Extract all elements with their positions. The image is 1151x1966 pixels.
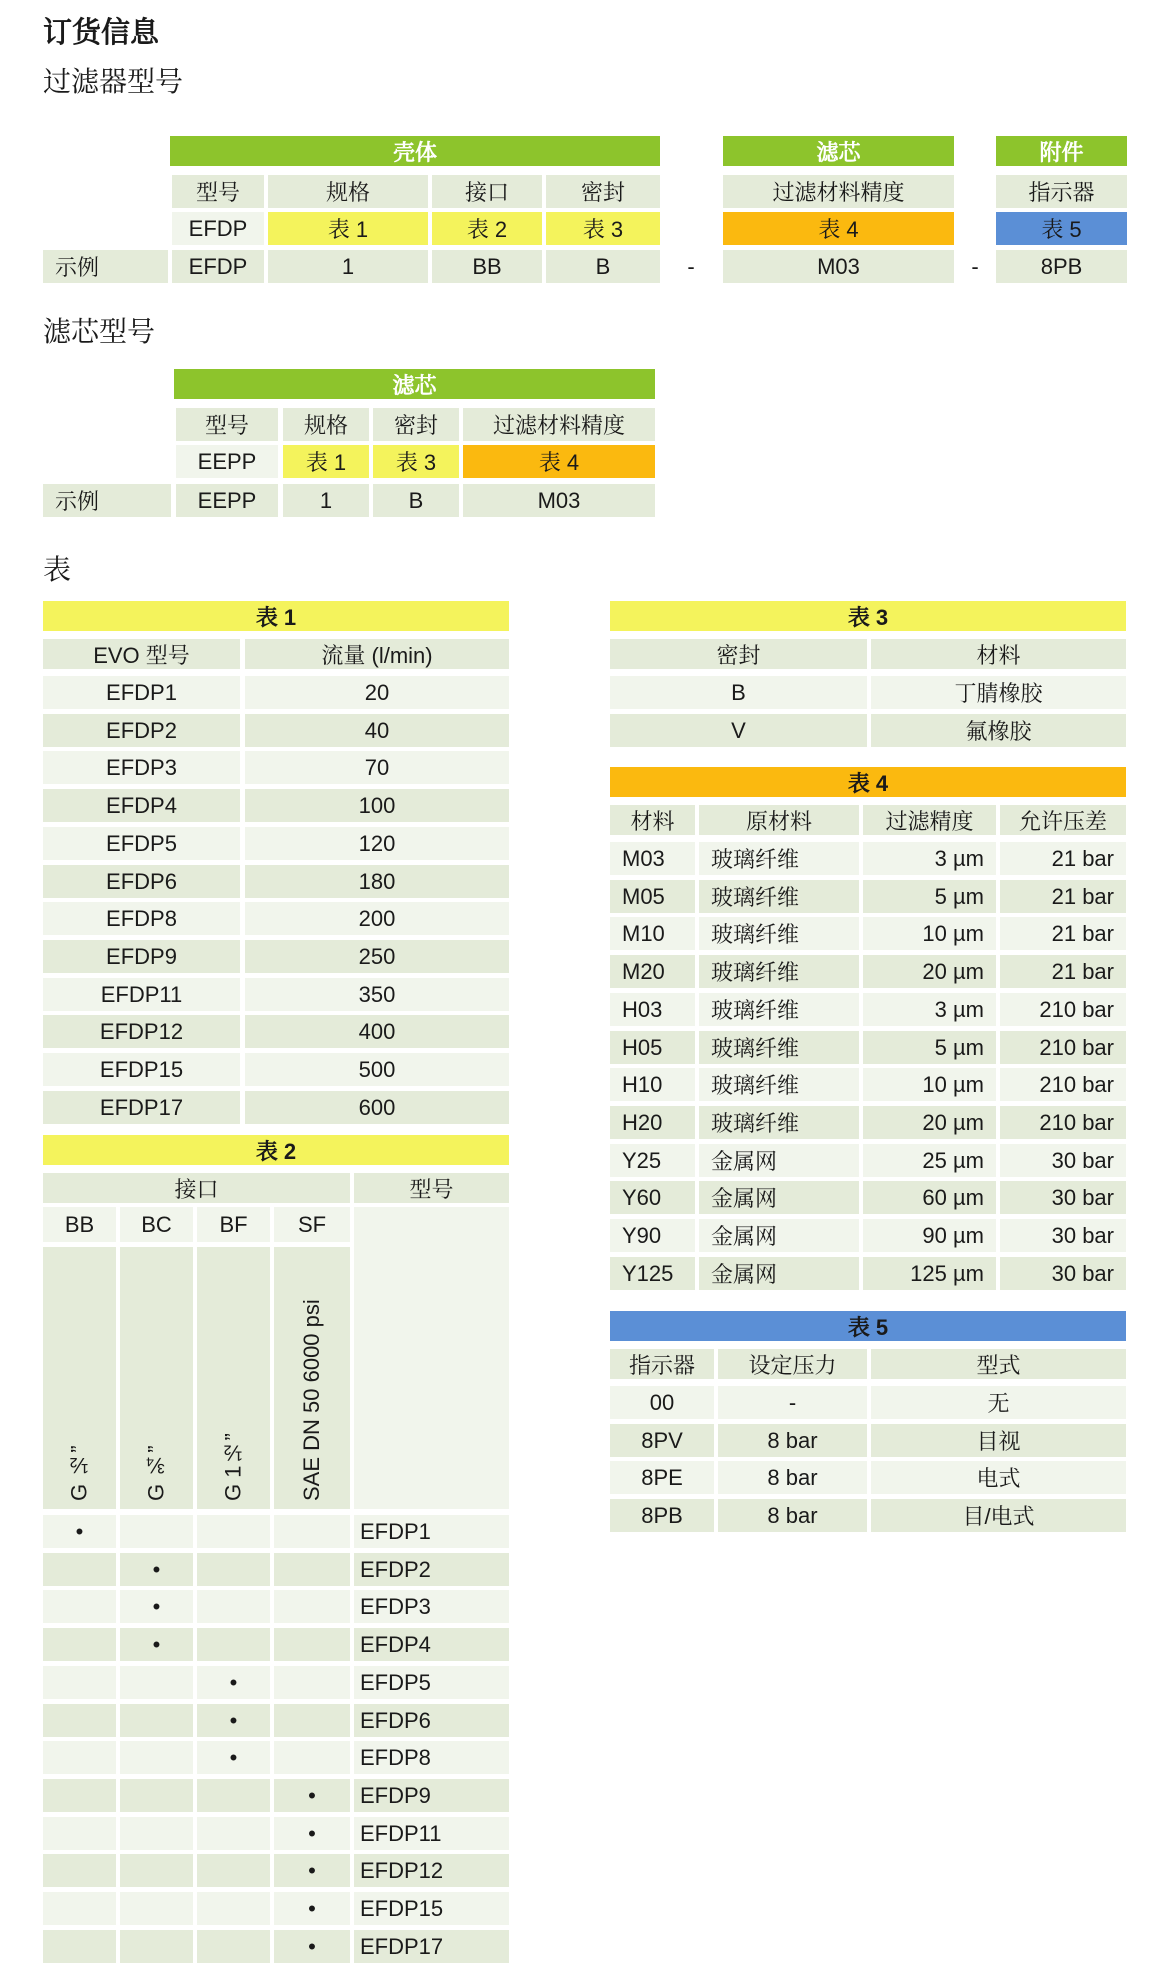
table-2-marker-cell xyxy=(274,1628,350,1661)
table-1-flow-cell: 40 xyxy=(245,714,509,747)
table-2-marker-cell xyxy=(120,1930,193,1963)
header-type: 型号 xyxy=(172,175,264,208)
table-1-header-model: EVO 型号 xyxy=(43,639,240,669)
table-4-pressure-cell: 21 bar xyxy=(1000,842,1126,875)
table-4-pressure-cell: 21 bar xyxy=(1000,917,1126,950)
table-4-material-cell: M10 xyxy=(610,917,695,950)
ref-table-3: 表 3 xyxy=(373,445,459,478)
ref-table-5: 表 5 xyxy=(996,212,1127,245)
table-2-marker-cell xyxy=(43,1930,116,1963)
table-3-header-material: 材料 xyxy=(871,639,1126,669)
ref-table-3: 表 3 xyxy=(546,212,660,245)
table-5-header-type: 型式 xyxy=(871,1349,1126,1379)
example-label: 示例 xyxy=(43,250,168,283)
table-2-marker-cell xyxy=(43,1704,116,1737)
table-5-indicator-cell: 8PV xyxy=(610,1424,714,1457)
table-2-code-header: BF xyxy=(197,1207,270,1242)
table-4-rating-cell: 10 µm xyxy=(863,1068,996,1101)
table-4-rating-cell: 3 µm xyxy=(863,993,996,1026)
table-1-model-cell: EFDP2 xyxy=(43,714,240,747)
table-5-indicator-cell: 00 xyxy=(610,1386,714,1419)
table-2-marker-cell xyxy=(197,1553,270,1586)
page-title: 订货信息 xyxy=(43,17,160,49)
table-2-marker-cell: • xyxy=(274,1892,350,1925)
table-2-marker-cell xyxy=(120,1666,193,1699)
table-1-flow-cell: 200 xyxy=(245,902,509,935)
table-1-model-cell: EFDP15 xyxy=(43,1053,240,1086)
table-1-model-cell: EFDP3 xyxy=(43,751,240,784)
table-2-marker-cell xyxy=(43,1553,116,1586)
table-1-model-cell: EFDP6 xyxy=(43,865,240,898)
table-2-size-header: G ½” xyxy=(43,1247,116,1509)
table-2-marker-cell xyxy=(197,1779,270,1812)
table-4-header-raw: 原材料 xyxy=(699,805,859,835)
table-4-material-cell: M03 xyxy=(610,842,695,875)
example-type: EFDP xyxy=(172,250,264,283)
table-3-material-cell: 氟橡胶 xyxy=(871,714,1126,747)
table-4-pressure-cell: 30 bar xyxy=(1000,1257,1126,1290)
table-4-material-cell: H20 xyxy=(610,1106,695,1139)
table-5-pressure-cell: 8 bar xyxy=(718,1424,867,1457)
table-4-rating-cell: 20 µm xyxy=(863,955,996,988)
table-5-pressure-cell: 8 bar xyxy=(718,1461,867,1494)
table-2-marker-cell: • xyxy=(120,1590,193,1623)
table-2-marker-cell xyxy=(43,1628,116,1661)
table-1-header-flow: 流量 (l/min) xyxy=(245,639,509,669)
table-2-marker-cell xyxy=(43,1741,116,1774)
table-1-flow-cell: 20 xyxy=(245,676,509,709)
table-4-header-material: 材料 xyxy=(610,805,695,835)
table-2-marker-cell: • xyxy=(274,1779,350,1812)
table-4-header-pressure: 允许压差 xyxy=(1000,805,1126,835)
table-3-seal-cell: V xyxy=(610,714,867,747)
table-4-pressure-cell: 30 bar xyxy=(1000,1144,1126,1177)
header-media: 过滤材料精度 xyxy=(463,408,655,441)
table-1-flow-cell: 180 xyxy=(245,865,509,898)
table-4-rating-cell: 10 µm xyxy=(863,917,996,950)
table-4-rating-cell: 125 µm xyxy=(863,1257,996,1290)
header-media: 过滤材料精度 xyxy=(723,175,954,208)
example-seal: B xyxy=(373,484,459,517)
table-4-raw-cell: 金属网 xyxy=(699,1219,859,1252)
table-2-marker-cell xyxy=(120,1817,193,1850)
table-2-marker-cell xyxy=(43,1892,116,1925)
table-2-model-cell: EFDP12 xyxy=(354,1854,509,1887)
table-1-model-cell: EFDP1 xyxy=(43,676,240,709)
table-2-marker-cell: • xyxy=(197,1666,270,1699)
table-1-flow-cell: 400 xyxy=(245,1015,509,1048)
ref-type: EEPP xyxy=(176,445,278,478)
table-3-seal-cell: B xyxy=(610,676,867,709)
table-2-model-cell: EFDP4 xyxy=(354,1628,509,1661)
example-dash: - xyxy=(687,253,695,279)
table-5-pressure-cell: 8 bar xyxy=(718,1499,867,1532)
table-3-header-seal: 密封 xyxy=(610,639,867,669)
tables-heading: 表 xyxy=(43,554,72,585)
table-4-raw-cell: 玻璃纤维 xyxy=(699,917,859,950)
table-4-title: 表 4 xyxy=(610,767,1126,797)
table-4-material-cell: M05 xyxy=(610,880,695,913)
table-4-material-cell: Y125 xyxy=(610,1257,695,1290)
table-4-rating-cell: 20 µm xyxy=(863,1106,996,1139)
table-2-model-header-spacer xyxy=(354,1207,509,1509)
table-2-marker-cell: • xyxy=(120,1553,193,1586)
table-5-type-cell: 无 xyxy=(871,1386,1126,1419)
table-2-marker-cell xyxy=(120,1779,193,1812)
table-4-rating-cell: 25 µm xyxy=(863,1144,996,1177)
ref-table-4: 表 4 xyxy=(723,212,954,245)
table-2-model-cell: EFDP6 xyxy=(354,1704,509,1737)
table-4-material-cell: H10 xyxy=(610,1068,695,1101)
table-4-rating-cell: 90 µm xyxy=(863,1219,996,1252)
table-4-material-cell: Y25 xyxy=(610,1144,695,1177)
table-2-marker-cell xyxy=(120,1854,193,1887)
table-2-marker-cell xyxy=(197,1930,270,1963)
table-4-material-cell: H03 xyxy=(610,993,695,1026)
table-2-model-cell: EFDP15 xyxy=(354,1892,509,1925)
header-port: 接口 xyxy=(432,175,542,208)
table-1-model-cell: EFDP5 xyxy=(43,827,240,860)
table-2-marker-cell xyxy=(197,1892,270,1925)
table-4-pressure-cell: 21 bar xyxy=(1000,880,1126,913)
table-2-code-header: BB xyxy=(43,1207,116,1242)
table-2-marker-cell xyxy=(120,1704,193,1737)
table-2-size-header: G 1½” xyxy=(197,1247,270,1509)
table-1-title: 表 1 xyxy=(43,601,509,631)
table-4-raw-cell: 金属网 xyxy=(699,1181,859,1214)
element-model-heading: 滤芯型号 xyxy=(43,316,156,347)
table-1-model-cell: EFDP9 xyxy=(43,940,240,973)
table-2-marker-cell: • xyxy=(43,1515,116,1548)
table-2-code-header: BC xyxy=(120,1207,193,1242)
table-4-rating-cell: 5 µm xyxy=(863,1031,996,1064)
table-2-marker-cell: • xyxy=(274,1930,350,1963)
table-2-model-cell: EFDP11 xyxy=(354,1817,509,1850)
example-size: 1 xyxy=(283,484,369,517)
header-seal: 密封 xyxy=(373,408,459,441)
table-1-model-cell: EFDP4 xyxy=(43,789,240,822)
ref-table-1: 表 1 xyxy=(283,445,369,478)
table-2-marker-cell xyxy=(274,1590,350,1623)
table-5-header-pressure: 设定压力 xyxy=(718,1349,867,1379)
table-1-model-cell: EFDP17 xyxy=(43,1091,240,1124)
table-2-model-cell: EFDP2 xyxy=(354,1553,509,1586)
table-2-marker-cell: • xyxy=(274,1854,350,1887)
table-1-flow-cell: 100 xyxy=(245,789,509,822)
group-housing: 壳体 xyxy=(170,136,660,166)
table-1-model-cell: EFDP8 xyxy=(43,902,240,935)
table-5-header-indicator: 指示器 xyxy=(610,1349,714,1379)
example-size: 1 xyxy=(268,250,428,283)
ref-table-1: 表 1 xyxy=(268,212,428,245)
example-indicator: 8PB xyxy=(996,250,1127,283)
table-4-header-rating: 过滤精度 xyxy=(863,805,996,835)
table-2-size-header: SAE DN 50 6000 psi xyxy=(274,1247,350,1509)
table-2-marker-cell xyxy=(43,1666,116,1699)
table-2-marker-cell xyxy=(43,1779,116,1812)
table-2-size-header: G ¾” xyxy=(120,1247,193,1509)
example-port: BB xyxy=(432,250,542,283)
table-2-model-cell: EFDP3 xyxy=(354,1590,509,1623)
table-4-pressure-cell: 210 bar xyxy=(1000,1031,1126,1064)
table-2-marker-cell xyxy=(274,1515,350,1548)
table-2-marker-cell xyxy=(197,1590,270,1623)
table-2-marker-cell xyxy=(43,1854,116,1887)
filter-model-heading: 过滤器型号 xyxy=(43,66,184,97)
header-indicator: 指示器 xyxy=(996,175,1127,208)
table-4-raw-cell: 金属网 xyxy=(699,1257,859,1290)
table-2-marker-cell xyxy=(274,1704,350,1737)
table-2-marker-cell: • xyxy=(197,1741,270,1774)
table-2-marker-cell xyxy=(43,1817,116,1850)
table-4-rating-cell: 3 µm xyxy=(863,842,996,875)
table-4-pressure-cell: 210 bar xyxy=(1000,1068,1126,1101)
header-type: 型号 xyxy=(176,408,278,441)
table-1-flow-cell: 120 xyxy=(245,827,509,860)
table-2-marker-cell: • xyxy=(120,1628,193,1661)
table-5-pressure-cell: - xyxy=(718,1386,867,1419)
table-2-code-header: SF xyxy=(274,1207,350,1242)
table-2-model-cell: EFDP1 xyxy=(354,1515,509,1548)
group-element: 滤芯 xyxy=(723,136,954,166)
table-4-raw-cell: 玻璃纤维 xyxy=(699,842,859,875)
table-4-pressure-cell: 210 bar xyxy=(1000,993,1126,1026)
table-2-marker-cell xyxy=(274,1553,350,1586)
example-media: M03 xyxy=(463,484,655,517)
example-media: M03 xyxy=(723,250,954,283)
table-2-model-cell: EFDP17 xyxy=(354,1930,509,1963)
table-2-marker-cell xyxy=(197,1817,270,1850)
table-1-flow-cell: 250 xyxy=(245,940,509,973)
table-4-material-cell: Y90 xyxy=(610,1219,695,1252)
table-2-marker-cell xyxy=(197,1628,270,1661)
table-2-marker-cell xyxy=(120,1741,193,1774)
table-1-flow-cell: 600 xyxy=(245,1091,509,1124)
table-2-model-cell: EFDP9 xyxy=(354,1779,509,1812)
table-5-type-cell: 目视 xyxy=(871,1424,1126,1457)
table-4-raw-cell: 玻璃纤维 xyxy=(699,1068,859,1101)
table-4-material-cell: H05 xyxy=(610,1031,695,1064)
ref-type: EFDP xyxy=(172,212,264,245)
table-4-pressure-cell: 30 bar xyxy=(1000,1181,1126,1214)
table-4-rating-cell: 5 µm xyxy=(863,880,996,913)
header-size: 规格 xyxy=(268,175,428,208)
table-4-material-cell: Y60 xyxy=(610,1181,695,1214)
table-4-pressure-cell: 210 bar xyxy=(1000,1106,1126,1139)
table-4-raw-cell: 玻璃纤维 xyxy=(699,1106,859,1139)
table-2-marker-cell xyxy=(197,1515,270,1548)
table-4-pressure-cell: 30 bar xyxy=(1000,1219,1126,1252)
table-2-marker-cell xyxy=(120,1515,193,1548)
table-4-raw-cell: 玻璃纤维 xyxy=(699,1031,859,1064)
table-1-flow-cell: 350 xyxy=(245,978,509,1011)
table-2-title: 表 2 xyxy=(43,1135,509,1165)
example-type: EEPP xyxy=(176,484,278,517)
table-2-model-header: 型号 xyxy=(354,1173,509,1203)
table-1-model-cell: EFDP12 xyxy=(43,1015,240,1048)
table-5-type-cell: 目/电式 xyxy=(871,1499,1126,1532)
ref-table-2: 表 2 xyxy=(432,212,542,245)
table-3-material-cell: 丁腈橡胶 xyxy=(871,676,1126,709)
table-2-marker-cell xyxy=(274,1741,350,1774)
example-dash: - xyxy=(971,253,979,279)
table-4-raw-cell: 玻璃纤维 xyxy=(699,993,859,1026)
table-4-raw-cell: 玻璃纤维 xyxy=(699,955,859,988)
table-2-marker-cell xyxy=(197,1854,270,1887)
table-5-type-cell: 电式 xyxy=(871,1461,1126,1494)
table-4-pressure-cell: 21 bar xyxy=(1000,955,1126,988)
table-4-raw-cell: 金属网 xyxy=(699,1144,859,1177)
header-seal: 密封 xyxy=(546,175,660,208)
table-4-raw-cell: 玻璃纤维 xyxy=(699,880,859,913)
group-element: 滤芯 xyxy=(174,369,655,399)
table-1-flow-cell: 500 xyxy=(245,1053,509,1086)
table-4-rating-cell: 60 µm xyxy=(863,1181,996,1214)
table-4-material-cell: M20 xyxy=(610,955,695,988)
group-accessory: 附件 xyxy=(996,136,1127,166)
table-1-model-cell: EFDP11 xyxy=(43,978,240,1011)
table-2-model-cell: EFDP8 xyxy=(354,1741,509,1774)
table-2-port-header: 接口 xyxy=(43,1173,350,1203)
table-2-model-cell: EFDP5 xyxy=(354,1666,509,1699)
table-2-marker-cell xyxy=(43,1590,116,1623)
ref-table-4: 表 4 xyxy=(463,445,655,478)
table-1-flow-cell: 70 xyxy=(245,751,509,784)
table-2-marker-cell: • xyxy=(197,1704,270,1737)
example-label: 示例 xyxy=(43,484,171,517)
table-5-indicator-cell: 8PB xyxy=(610,1499,714,1532)
table-5-indicator-cell: 8PE xyxy=(610,1461,714,1494)
table-2-marker-cell xyxy=(120,1892,193,1925)
table-3-title: 表 3 xyxy=(610,601,1126,631)
table-2-marker-cell: • xyxy=(274,1817,350,1850)
example-seal: B xyxy=(546,250,660,283)
table-5-title: 表 5 xyxy=(610,1311,1126,1341)
header-size: 规格 xyxy=(283,408,369,441)
table-2-marker-cell xyxy=(274,1666,350,1699)
